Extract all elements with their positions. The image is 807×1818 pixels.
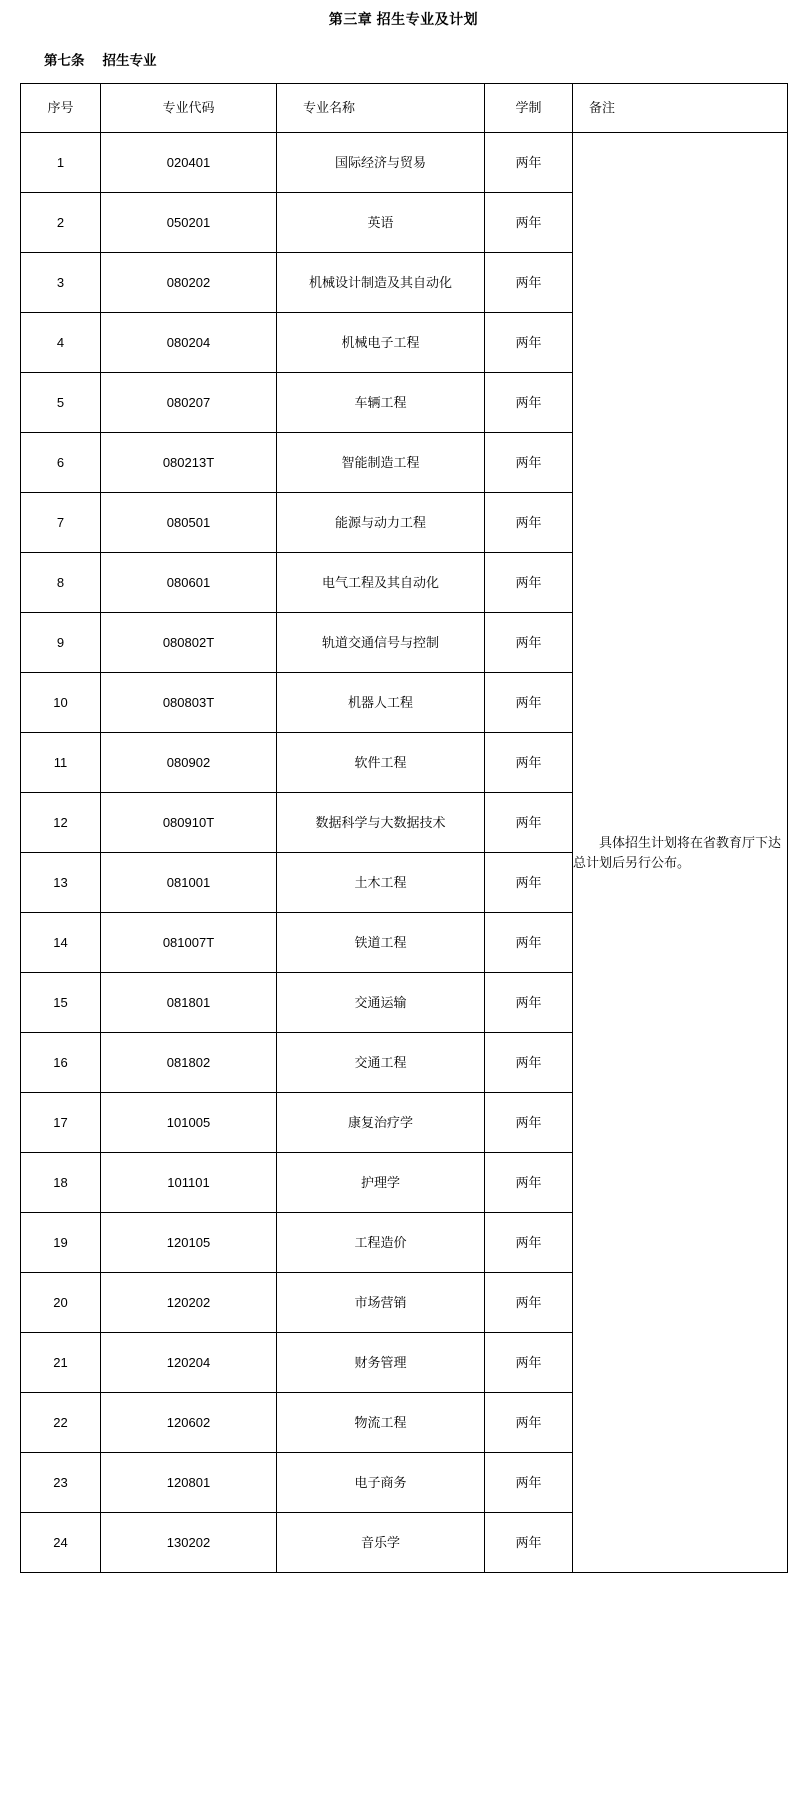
cell-length: 两年	[485, 433, 573, 493]
document-page	[0, 9, 807, 1573]
cell-no: 20	[21, 1273, 101, 1333]
cell-name: 机械电子工程	[277, 313, 485, 373]
cell-name: 软件工程	[277, 733, 485, 793]
article-title: 招生专业	[102, 53, 157, 68]
cell-name: 护理学	[277, 1153, 485, 1213]
cell-length: 两年	[485, 1093, 573, 1153]
cell-length: 两年	[485, 553, 573, 613]
table-header	[21, 84, 788, 133]
cell-length: 两年	[485, 913, 573, 973]
cell-length: 两年	[485, 1033, 573, 1093]
column-header-name: 专业名称	[277, 84, 485, 133]
cell-no: 5	[21, 373, 101, 433]
cell-name: 康复治疗学	[277, 1093, 485, 1153]
note-text: 具体招生计划将在省教育厅下达总计划后另行公布。	[573, 834, 782, 870]
majors-table	[20, 83, 788, 1573]
cell-code: 101101	[101, 1153, 277, 1213]
cell-no: 7	[21, 493, 101, 553]
majors-table-wrap	[0, 83, 807, 1573]
cell-name: 财务管理	[277, 1333, 485, 1393]
cell-code: 120602	[101, 1393, 277, 1453]
cell-no: 4	[21, 313, 101, 373]
cell-length: 两年	[485, 733, 573, 793]
table-body	[21, 133, 788, 1573]
cell-no: 14	[21, 913, 101, 973]
cell-code: 080202	[101, 253, 277, 313]
cell-no: 22	[21, 1393, 101, 1453]
cell-no: 18	[21, 1153, 101, 1213]
cell-no: 16	[21, 1033, 101, 1093]
cell-length: 两年	[485, 1333, 573, 1393]
cell-no: 24	[21, 1513, 101, 1573]
cell-name: 数据科学与大数据技术	[277, 793, 485, 853]
article-heading	[0, 51, 807, 71]
cell-length: 两年	[485, 973, 573, 1033]
chapter-title: 第三章 招生专业及计划	[328, 11, 479, 27]
cell-name: 交通运输	[277, 973, 485, 1033]
cell-code: 081001	[101, 853, 277, 913]
cell-code: 080802T	[101, 613, 277, 673]
cell-name: 英语	[277, 193, 485, 253]
cell-code: 080207	[101, 373, 277, 433]
cell-no: 6	[21, 433, 101, 493]
cell-name: 物流工程	[277, 1393, 485, 1453]
cell-code: 101005	[101, 1093, 277, 1153]
cell-length: 两年	[485, 373, 573, 433]
cell-length: 两年	[485, 1513, 573, 1573]
column-header-note: 备注	[573, 84, 788, 133]
cell-name: 工程造价	[277, 1213, 485, 1273]
cell-code: 080204	[101, 313, 277, 373]
cell-code: 080213T	[101, 433, 277, 493]
cell-code: 080902	[101, 733, 277, 793]
cell-code: 080910T	[101, 793, 277, 853]
cell-code: 120202	[101, 1273, 277, 1333]
cell-name: 国际经济与贸易	[277, 133, 485, 193]
cell-code: 050201	[101, 193, 277, 253]
cell-length: 两年	[485, 1273, 573, 1333]
cell-code: 081801	[101, 973, 277, 1033]
cell-name: 车辆工程	[277, 373, 485, 433]
cell-name: 智能制造工程	[277, 433, 485, 493]
cell-no: 2	[21, 193, 101, 253]
cell-no: 17	[21, 1093, 101, 1153]
table-header-row	[21, 84, 788, 133]
cell-length: 两年	[485, 673, 573, 733]
cell-length: 两年	[485, 193, 573, 253]
cell-code: 120204	[101, 1333, 277, 1393]
cell-code: 120801	[101, 1453, 277, 1513]
cell-name: 能源与动力工程	[277, 493, 485, 553]
cell-length: 两年	[485, 793, 573, 853]
cell-no: 9	[21, 613, 101, 673]
cell-length: 两年	[485, 1393, 573, 1453]
cell-name: 轨道交通信号与控制	[277, 613, 485, 673]
column-header-no: 序号	[21, 84, 101, 133]
cell-length: 两年	[485, 1213, 573, 1273]
cell-length: 两年	[485, 313, 573, 373]
cell-no: 12	[21, 793, 101, 853]
cell-no: 23	[21, 1453, 101, 1513]
cell-length: 两年	[485, 253, 573, 313]
cell-length: 两年	[485, 493, 573, 553]
column-header-length: 学制	[485, 84, 573, 133]
cell-length: 两年	[485, 1153, 573, 1213]
cell-name: 交通工程	[277, 1033, 485, 1093]
cell-name: 市场营销	[277, 1273, 485, 1333]
cell-code: 080601	[101, 553, 277, 613]
cell-no: 1	[21, 133, 101, 193]
cell-name: 电子商务	[277, 1453, 485, 1513]
cell-code: 020401	[101, 133, 277, 193]
article-number: 第七条	[44, 53, 85, 68]
cell-no: 15	[21, 973, 101, 1033]
cell-name: 铁道工程	[277, 913, 485, 973]
cell-no: 21	[21, 1333, 101, 1393]
cell-no: 19	[21, 1213, 101, 1273]
cell-note	[573, 133, 788, 1573]
cell-name: 土木工程	[277, 853, 485, 913]
cell-code: 130202	[101, 1513, 277, 1573]
cell-no: 10	[21, 673, 101, 733]
cell-code: 120105	[101, 1213, 277, 1273]
cell-no: 3	[21, 253, 101, 313]
cell-length: 两年	[485, 1453, 573, 1513]
cell-code: 080803T	[101, 673, 277, 733]
cell-length: 两年	[485, 613, 573, 673]
cell-code: 080501	[101, 493, 277, 553]
cell-name: 电气工程及其自动化	[277, 553, 485, 613]
cell-no: 8	[21, 553, 101, 613]
table-row	[21, 133, 788, 193]
cell-name: 机械设计制造及其自动化	[277, 253, 485, 313]
cell-name: 机器人工程	[277, 673, 485, 733]
cell-code: 081802	[101, 1033, 277, 1093]
column-header-code: 专业代码	[101, 84, 277, 133]
cell-length: 两年	[485, 853, 573, 913]
cell-code: 081007T	[101, 913, 277, 973]
cell-length: 两年	[485, 133, 573, 193]
cell-no: 11	[21, 733, 101, 793]
cell-name: 音乐学	[277, 1513, 485, 1573]
cell-no: 13	[21, 853, 101, 913]
